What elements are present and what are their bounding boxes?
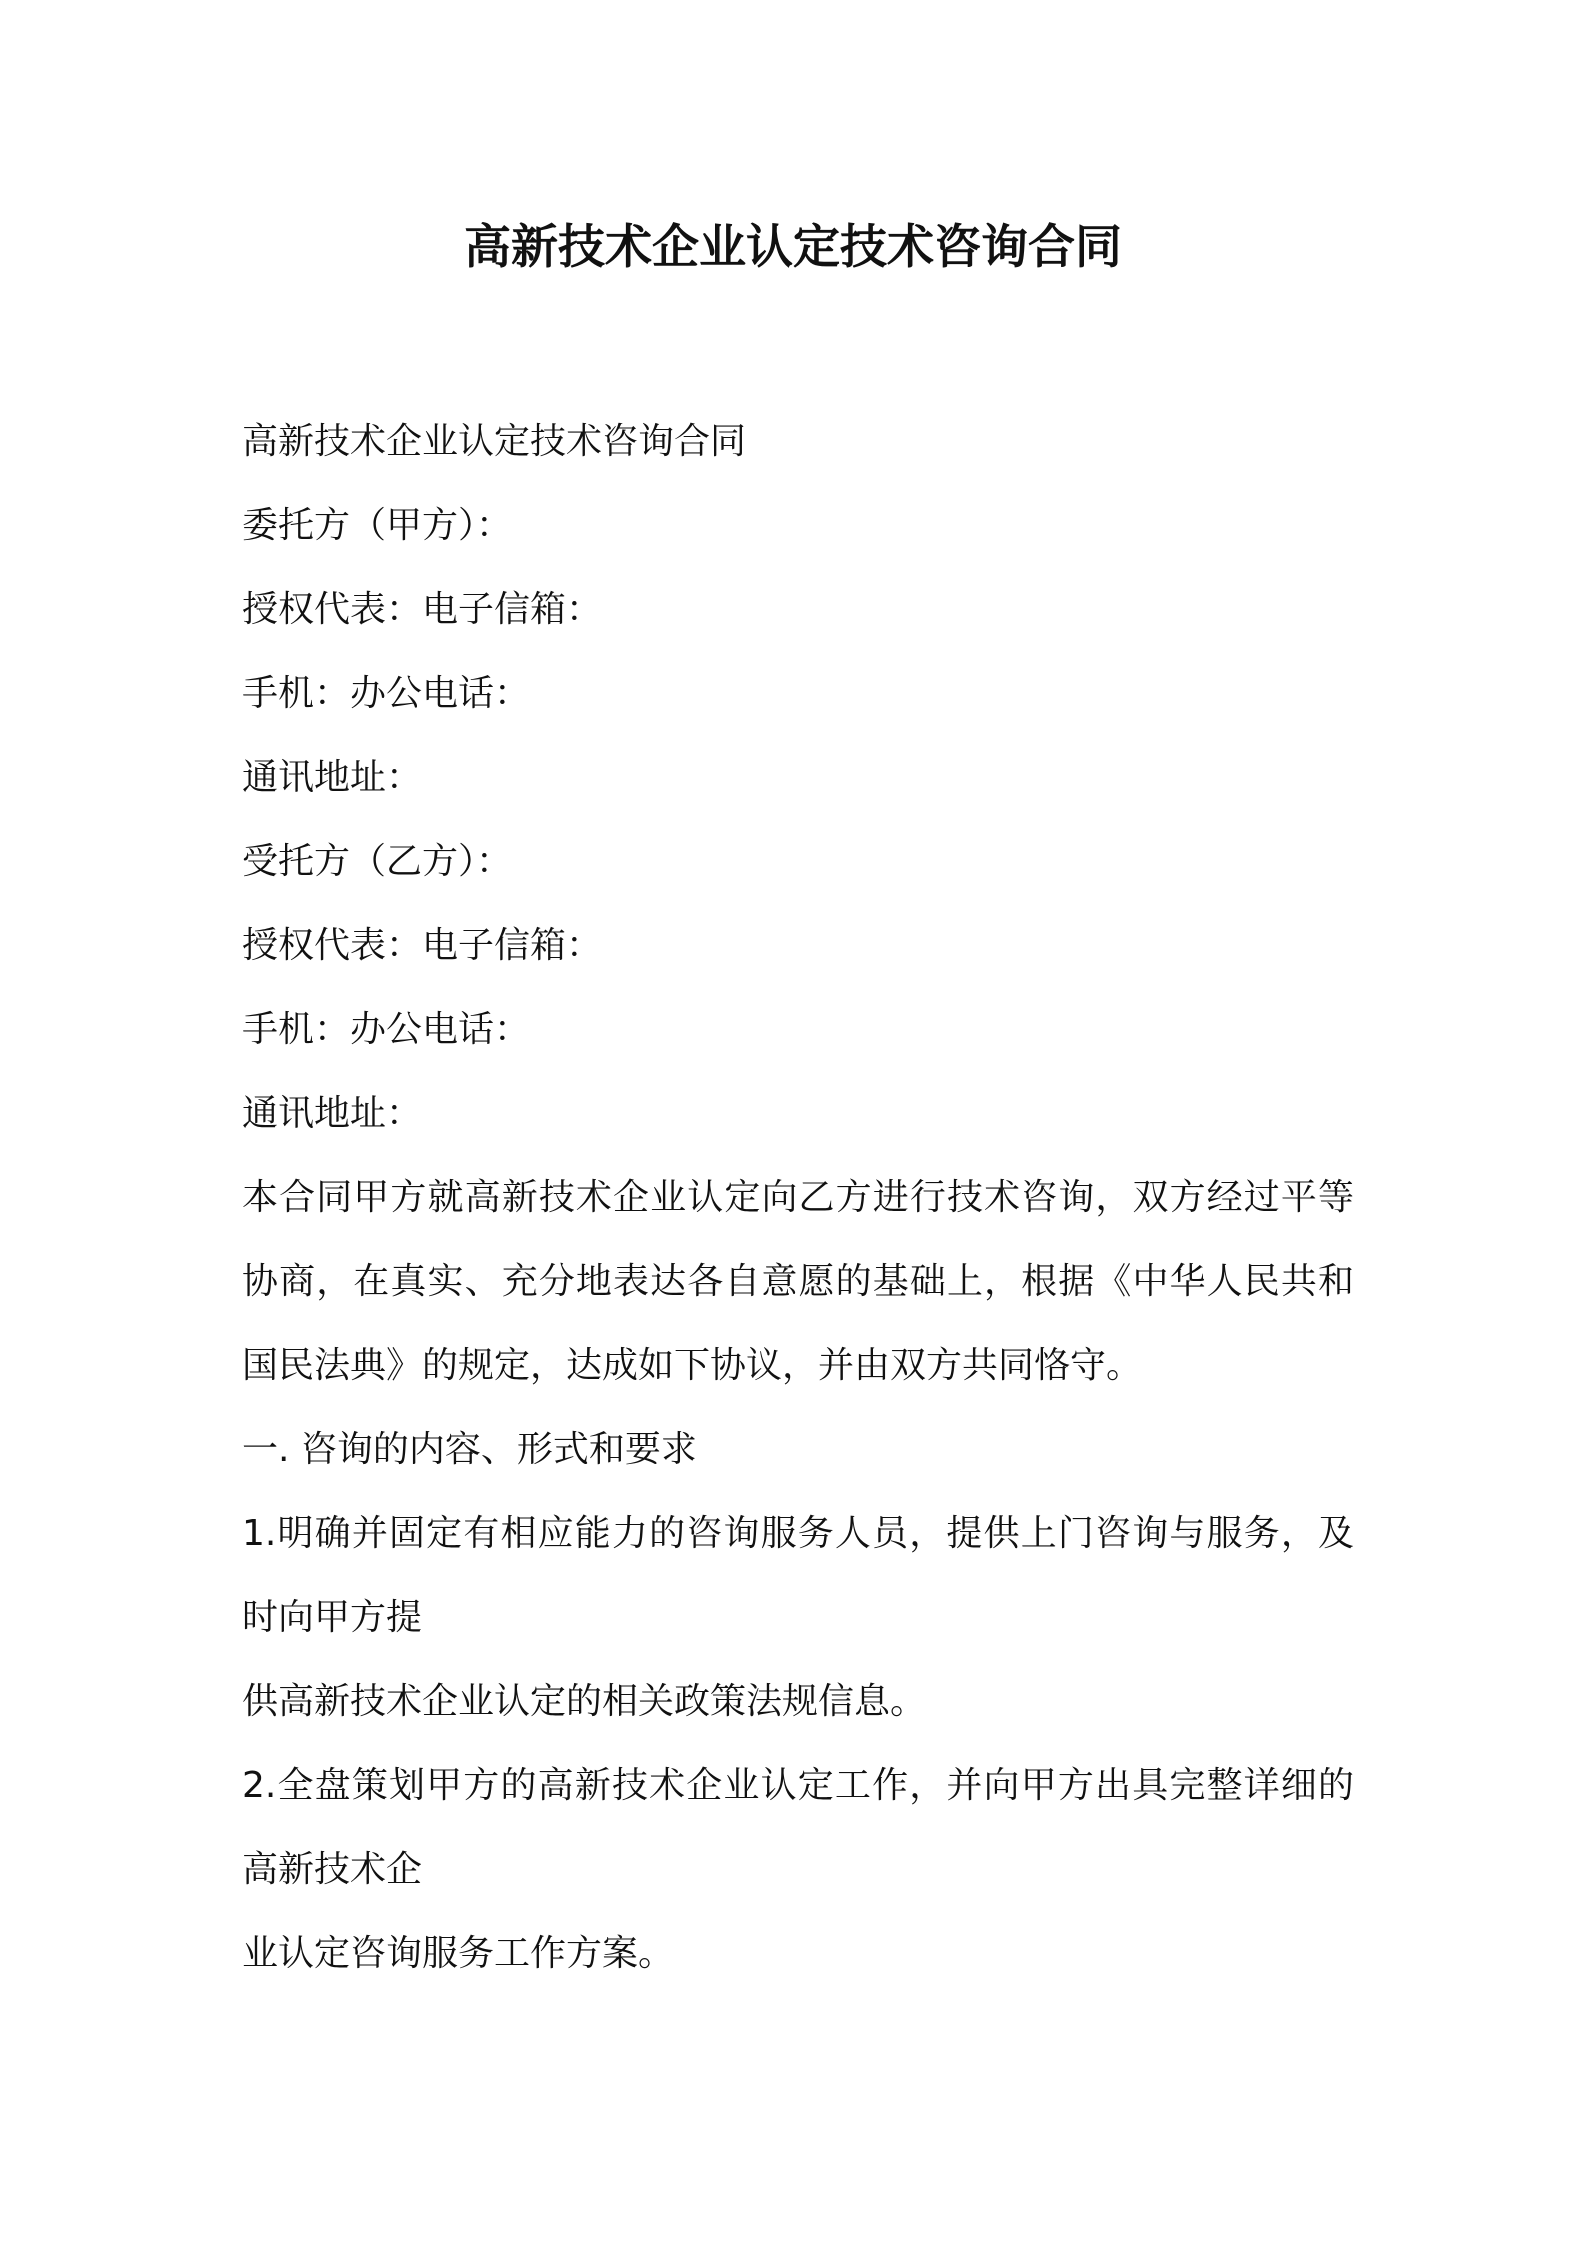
preamble-line-3: 国民法典》的规定，达成如下协议，并由双方共同恪守。 [242,1345,1143,1386]
party-b-phone-line: 手机：办公电话： [242,1009,531,1050]
clause-1-line-1: 1.明确并固定有相应能力的咨询服务人员，提供上门咨询与服务，及 [242,1513,1354,1554]
preamble-line-2: 协商，在真实、充分地表达各自意愿的基础上，根据《中华人民共和 [242,1261,1354,1302]
clause-2-line-1: 2.全盘策划甲方的高新技术企业认定工作，并向甲方出具完整详细的 [242,1765,1354,1806]
party-b-line: 受托方（乙方）： [242,841,513,882]
section-heading-1: 一. 咨询的内容、形式和要求 [242,1429,697,1470]
document-title: 高新技术企业认定技术咨询合同 [464,220,1122,275]
document-body [242,400,1362,1996]
subtitle-line: 高新技术企业认定技术咨询合同 [242,421,747,462]
party-a-phone-line: 手机：办公电话： [242,673,531,714]
party-a-line: 委托方（甲方）： [242,505,513,546]
clause-1-line-2: 时向甲方提 [242,1597,423,1638]
clause-1-line-3: 供高新技术企业认定的相关政策法规信息。 [242,1681,927,1722]
party-a-address-line: 通讯地址： [242,757,423,798]
preamble-line-1: 本合同甲方就高新技术企业认定向乙方进行技术咨询，双方经过平等 [242,1177,1354,1218]
party-b-representative-line: 授权代表：电子信箱： [242,925,603,966]
party-b-address-line: 通讯地址： [242,1093,423,1134]
clause-2-line-3: 业认定咨询服务工作方案。 [242,1933,675,1974]
clause-2-line-2: 高新技术企 [242,1849,423,1890]
party-a-representative-line: 授权代表：电子信箱： [242,589,603,630]
